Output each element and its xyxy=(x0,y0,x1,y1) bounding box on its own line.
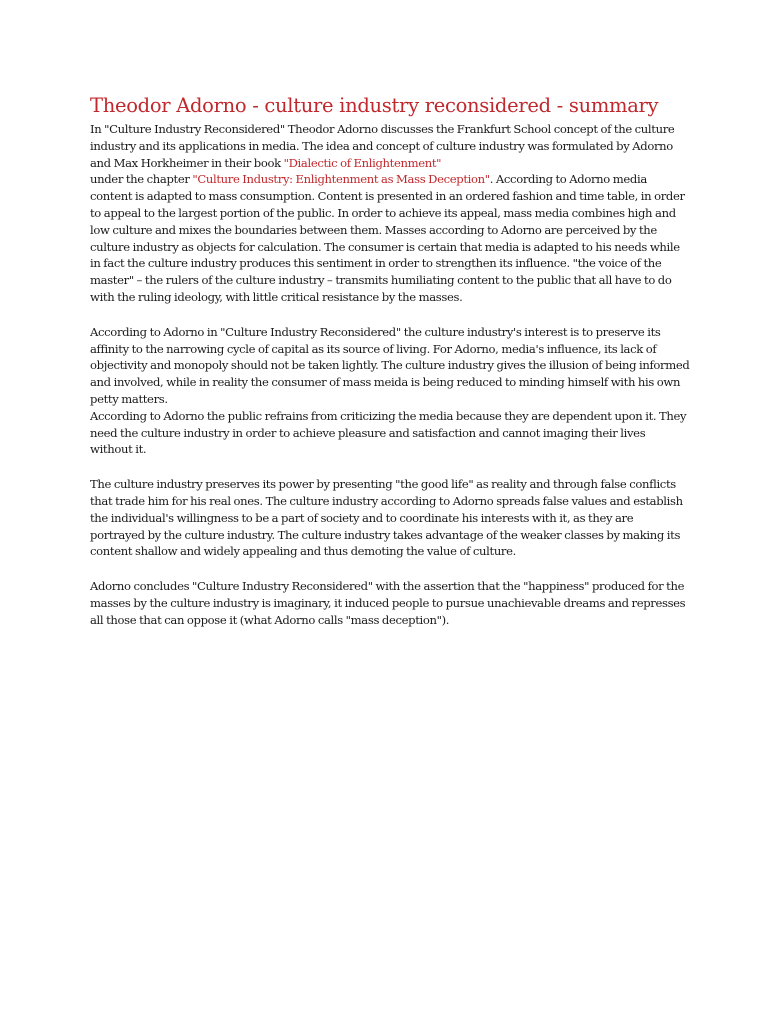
paragraph-intro-text-b: under the chapter xyxy=(90,172,193,187)
paragraph-dependence: According to Adorno the public refrains from criticizing the media because they are dependent upon it. They need the culture industry in order to achieve pleasure and satisfaction and cannot imaging their lives without it. xyxy=(90,408,687,457)
document-title: Theodor Adorno - culture industry reconsidered - summary xyxy=(90,94,659,117)
book-title-reference: "Dialectic of Enlightenment" xyxy=(283,155,442,170)
paragraph-capital: According to Adorno in "Culture Industry Reconsidered" the culture industry's interest is to preserve its affinity to the narrowing cycle of capital as its source of living. For Adorno, media's influence, its lack of objectivity and monopoly should not be taken lightly. The culture industry gives the illusion of being informed and involved, while in reality the consumer of mass meida is being reduced to minding himself with his own petty matters. xyxy=(90,324,690,406)
chapter-title-reference: "Culture Industry: Enlightenment as Mass Deception" xyxy=(192,172,490,187)
paragraph-intro xyxy=(90,121,690,306)
paragraph-good-life: The culture industry preserves its power by presenting "the good life" as reality and through false conflicts that trade him for his real ones. The culture industry according to Adorno spreads false values and establish the individual's willingness to be a part of society and to coordinate his interests with it, as they are portrayed by the culture industry. The culture industry takes advantage of the weaker classes by making its content shallow and widely appealing and thus demoting the value of culture. xyxy=(90,477,683,559)
paragraph-conclusion: Adorno concludes "Culture Industry Reconsidered" with the assertion that the "happiness" produced for the masses by the culture industry is imaginary, it induced people to pursue unachievable dreams and represses all those that can oppose it (what Adorno calls "mass deception"). xyxy=(90,579,686,627)
document-page xyxy=(90,94,690,647)
paragraph-intro-text-c: . According to Adorno media content is adapted to mass consumption. Content is presented in an ordered fashion and time table, in order to appeal to the largest portion of the public. In order to achieve its appeal, mass media combines high and low culture and mixes the boundaries between them. Masses according to Adorno are perceived by the culture industry as objects for calculation. The consumer is certain that media is adapted to his needs while in fact the culture industry produces this sentiment in order to strengthen its influence. "the voice of the master" – the rulers of the culture industry – transmits humiliating content to the public that all have to do with the ruling ideology, with little critical resistance by the masses. xyxy=(90,172,685,304)
paragraph-intro-text-a: In "Culture Industry Reconsidered" Theodor Adorno discusses the Frankfurt School concept of the culture industry and its applications in media. The idea and concept of culture industry was formulated by Adorno and Max Horkheimer in their book xyxy=(90,122,675,170)
